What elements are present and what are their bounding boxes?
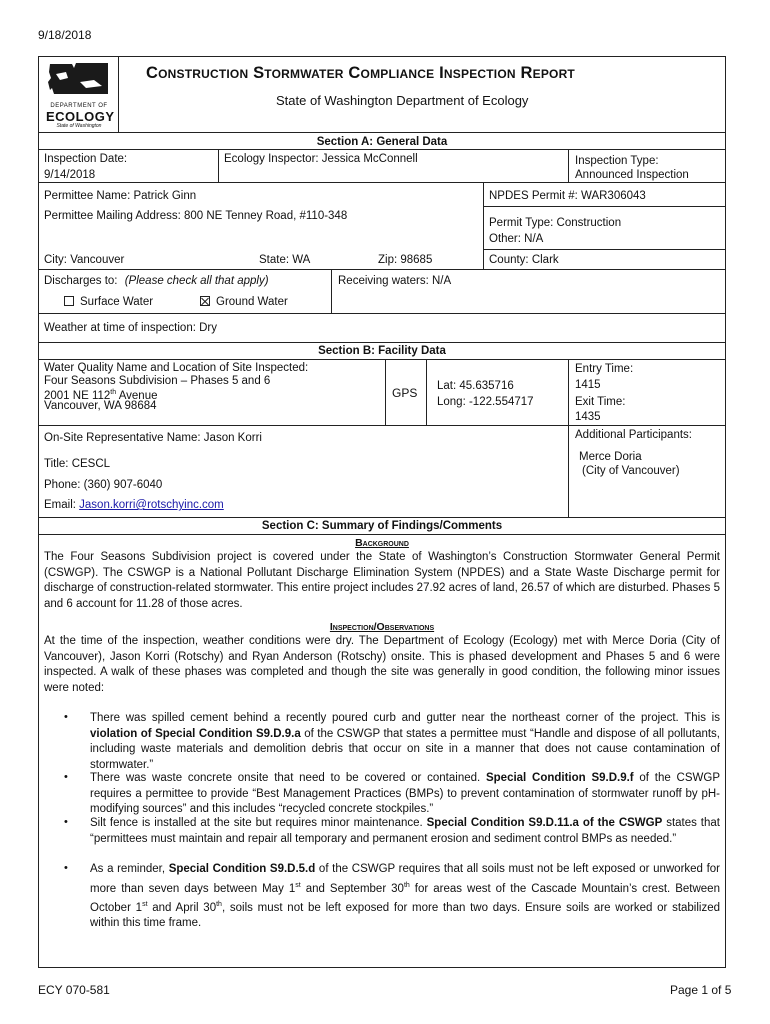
surface-water-label: Surface Water: [80, 296, 154, 308]
finding-4-condition: Special Condition S9.D.5.d: [168, 863, 316, 875]
discharges-label: Discharges to:: [44, 275, 118, 287]
finding-1-condition: violation of Special Condition S9.D.9.a: [90, 727, 301, 740]
inspection-date-label: Inspection Date:: [44, 153, 128, 165]
logo-line3: State of Washington: [56, 123, 102, 129]
receiving-waters: Receiving waters: N/A: [338, 275, 452, 287]
email-link[interactable]: Jason.korri@rotschyinc.com: [79, 499, 224, 511]
finding-2: [90, 771, 720, 818]
observations-text: At the time of the inspection, weather conditions were dry. The Department of Ecology (Ecology) met with Merce Doria (City of Vancouver), Jason Korri (Rotschy) and Ryan Anderson (Rotschy) onsite. This is phased development and Phases 5 and 6 were inspected. A walk of these phases was completed and though the site was generally in good condition, the following minor issues were noted:: [44, 635, 720, 694]
ground-water-option[interactable]: [200, 295, 288, 309]
ecology-logo: [46, 60, 115, 129]
background-text: The Four Seasons Subdivision project is covered under the State of Washington’s Construction Stormwater General Permit (CSWGP). The CSWGP is a National Pollutant Discharge Elimination System (NPDES) and a State Waste Discharge permit for discharge of construction-related stormwater. This entire project includes 27.92 acres of land, 26.57 of which are disturbed. Phases 5 and 6 account for 11.28 of those acres.: [44, 551, 720, 610]
surface-water-checkbox[interactable]: [64, 296, 74, 306]
finding-4-text-c: of the CSWGP requires that all soils must not be left exposed or unworked for more than seven days between May 1: [90, 863, 721, 895]
rep-email-row: [44, 498, 224, 512]
site-label: Water Quality Name and Location of Site Inspected:: [44, 362, 309, 374]
inspection-date: 9/14/2018: [44, 169, 96, 181]
discharges-hint: (Please check all that apply): [124, 275, 269, 287]
finding-4-text-a: As a reminder,: [90, 863, 169, 875]
site-street-number: 2001 NE 112: [44, 389, 111, 402]
finding-4-sup2: th: [403, 881, 410, 889]
exit-time: 1435: [575, 411, 601, 423]
permit-other: Other: N/A: [489, 233, 544, 245]
bullet-3-dot: •: [64, 816, 68, 828]
state: State: WA: [259, 254, 311, 266]
finding-4-text-g: , soils must not be left exposed for more than two days. Ensure soils are worked or stabilized within this time frame.: [90, 901, 721, 930]
inspection-type: Announced Inspection: [575, 169, 689, 181]
report-subtitle: State of Washington Department of Ecology: [276, 93, 529, 108]
weather: Weather at time of inspection: Dry: [44, 322, 217, 334]
gps-long: Long: -122.554717: [437, 396, 534, 408]
page-date: 9/18/2018: [38, 28, 92, 42]
finding-4-text-f: and April 30: [147, 901, 217, 914]
npdes-permit: NPDES Permit #: WAR306043: [489, 190, 646, 202]
permittee-mailing-address: Permittee Mailing Address: 800 NE Tenney Road, #110-348: [44, 210, 348, 222]
gps-lat: Lat: 45.635716: [437, 380, 514, 392]
permit-type: Permit Type: Construction: [489, 217, 622, 229]
section-a-heading: Section A: General Data: [316, 136, 448, 148]
site-line3: Vancouver, WA 98684: [44, 400, 157, 412]
finding-3-text-c: states that “permittees must maintain and repair all temporary and permanent erosion and sediment control BMPs as needed.”: [90, 817, 720, 845]
county: County: Clark: [489, 254, 559, 266]
bullet-4-dot: •: [64, 862, 68, 874]
finding-4-sup4: th: [216, 900, 222, 908]
report-title: Construction Stormwater Compliance Inspection Report: [146, 64, 575, 82]
participant-1: Merce Doria: [579, 451, 642, 463]
form-number: ECY 070-581: [38, 983, 110, 997]
finding-3: [90, 816, 720, 847]
site-street-name: Avenue: [116, 389, 158, 402]
inspection-type-label: Inspection Type:: [575, 155, 659, 167]
observations-heading: Inspection/Observations: [329, 621, 435, 633]
ground-water-checkbox[interactable]: [200, 296, 210, 306]
discharges-to: [44, 274, 269, 288]
rep-phone: Phone: (360) 907-6040: [44, 479, 163, 491]
city: City: Vancouver: [44, 254, 125, 266]
finding-4-sup3: st: [142, 900, 148, 908]
bullet-2-dot: •: [64, 771, 68, 783]
additional-participants-label: Additional Participants:: [575, 429, 692, 441]
logo-line1: DEPARTMENT OF: [50, 103, 108, 109]
site-line1: Four Seasons Subdivision – Phases 5 and 6: [44, 374, 271, 387]
finding-3-condition: Special Condition S9.D.11.a of the CSWGP: [426, 817, 663, 829]
finding-4-text-d: and September 30: [300, 882, 404, 895]
finding-4-text-e: for areas west of the Cascade Mountain’s crest. Between October 1: [90, 882, 720, 914]
entry-time-label: Entry Time:: [575, 363, 634, 375]
participant-2: (City of Vancouver): [582, 465, 680, 477]
finding-1: [90, 711, 720, 773]
ground-water-label: Ground Water: [216, 296, 288, 308]
bullet-1-dot: •: [64, 711, 68, 723]
entry-time: 1415: [575, 379, 601, 391]
finding-4-sup1: st: [295, 881, 301, 889]
finding-2-text-a: There was waste concrete onsite that need to be covered or contained.: [90, 772, 486, 784]
finding-1-text-a: There was spilled cement behind a recently poured curb and gutter near the northeast corner of the project. This is: [90, 712, 720, 724]
rep-title: Title: CESCL: [44, 458, 111, 470]
rep-name: On-Site Representative Name: Jason Korri: [44, 432, 262, 444]
washington-map-icon: [46, 60, 112, 100]
email-label: Email:: [44, 499, 80, 511]
finding-3-text-a: Silt fence is installed at the site but requires minor maintenance.: [90, 817, 427, 829]
exit-time-label: Exit Time:: [575, 396, 626, 408]
finding-1-text-c: of the CSWGP that states a permittee must “Handle and dispose of all pollutants, including waste materials and demolition debris that occur on site in a manner that does not cause contamination of stormwater.”: [90, 727, 721, 771]
logo-line2: ECOLOGY: [46, 109, 115, 124]
ecology-inspector: Ecology Inspector: Jessica McConnell: [224, 153, 418, 165]
finding-2-condition: Special Condition S9.D.9.f: [485, 772, 634, 784]
section-c-heading: Section C: Summary of Findings/Comments: [261, 520, 503, 532]
gps-label: GPS: [392, 386, 418, 400]
zip: Zip: 98685: [378, 254, 433, 266]
surface-water-option[interactable]: [64, 295, 153, 309]
finding-4: [90, 862, 720, 932]
page-number: Page 1 of 5: [670, 983, 732, 997]
header-divider: [118, 56, 119, 132]
section-b-heading: Section B: Facility Data: [318, 345, 446, 357]
site-street-suffix: th: [110, 389, 117, 396]
permittee-name: Permittee Name: Patrick Ginn: [44, 190, 197, 202]
finding-2-text-c: of the CSWGP requires a permittee to provide “Best Management Practices (BMPs) to prevent contamination of stormwater runoff by pH-modifying sources” and this includes “recycled concrete stockpiles.”: [90, 772, 720, 815]
background-heading: Background: [355, 537, 409, 549]
